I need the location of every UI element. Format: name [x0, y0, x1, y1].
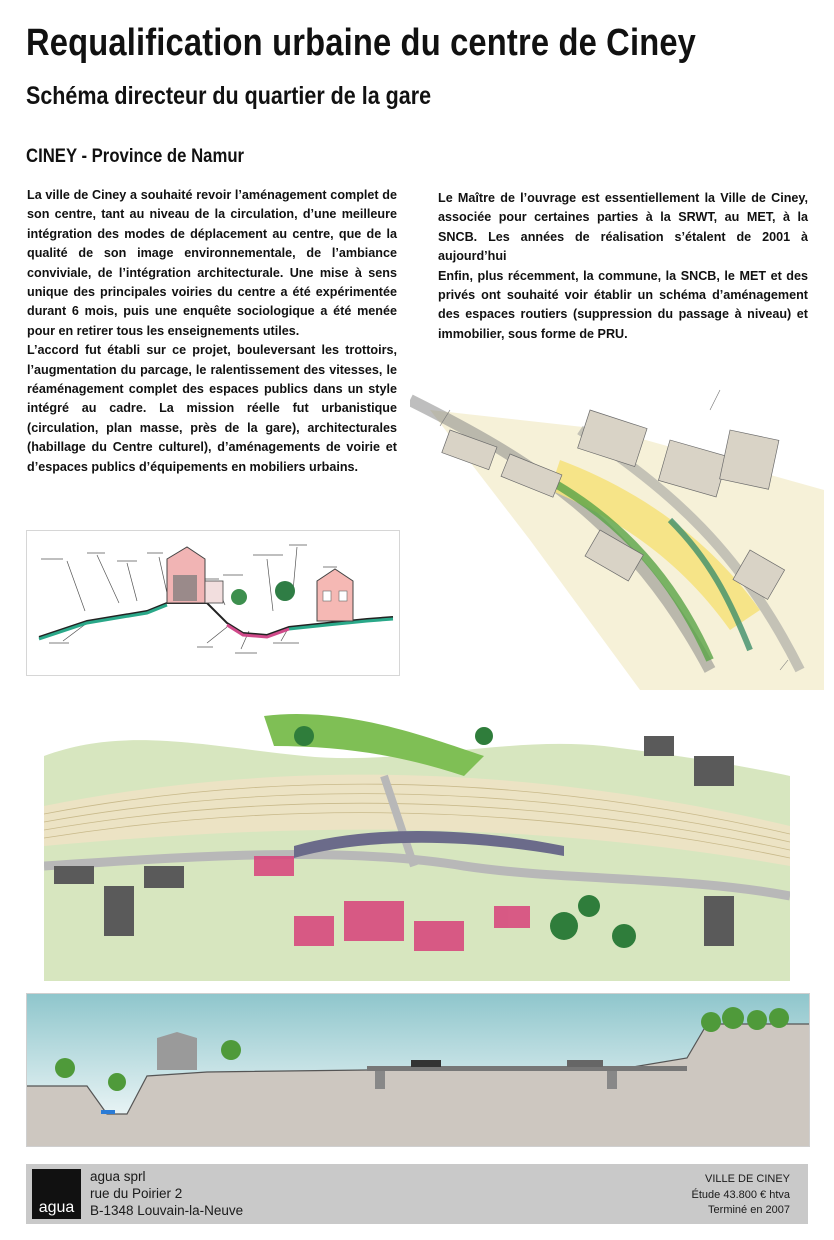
- page-subtitle: Schéma directeur du quartier de la gare: [26, 82, 432, 110]
- location-heading: CINEY - Province de Namur: [26, 146, 245, 167]
- client-name: VILLE DE CINEY: [705, 1173, 790, 1185]
- longitudinal-section: [26, 993, 810, 1147]
- longitudinal-section-drawing: [27, 994, 809, 1146]
- footer-bar: [26, 1164, 808, 1224]
- text-column-right: [438, 189, 808, 344]
- street-section-drawing: [27, 531, 399, 675]
- perspective-drawing: [410, 370, 824, 690]
- paragraph: La ville de Ciney a souhaité revoir l’aménagement complet de son centre, tant au niveau de la circulation, d’une meilleure intégration des modes de déplacement au centre, que de la qualité de son image environnementale, de l’ambiance conviviale, de l’intégration architecturale. Une mise à sens unique des principales voiries du centre a été expérimentée durant 6 mois, puis une enquête sociologique a été menée pour en retirer tous les enseignements utiles.: [27, 188, 397, 338]
- agua-logo: agua: [32, 1169, 81, 1219]
- perspective-sketch: [410, 370, 824, 690]
- project-status: Terminé en 2007: [708, 1204, 790, 1216]
- site-plan-drawing: [44, 696, 790, 981]
- study-cost: Étude 43.800 € htva: [691, 1188, 790, 1201]
- address-company: agua sprl: [90, 1169, 146, 1184]
- page-title: Requalification urbaine du centre de Ciney: [26, 22, 697, 64]
- address-city: B-1348 Louvain-la-Neuve: [90, 1203, 244, 1218]
- project-info: [692, 1172, 790, 1219]
- paragraph: Enfin, plus récemment, la commune, la SNCB, le MET et des privés ont souhaité voir établir un schéma d’aménagement des espaces routiers (suppression du passage à niveau) et immobilier, sous forme de PRU.: [438, 268, 808, 341]
- office-address: [90, 1168, 243, 1219]
- paragraph: Le Maître de l’ouvrage est essentiellement la Ville de Ciney, associée pour certaines parties à la SRWT, au MET, à la SNCB. Les années de réalisation s’étalent de 2001 à aujourd’hui: [438, 191, 808, 264]
- address-street: rue du Poirier 2: [90, 1186, 183, 1201]
- street-section-sketch: [26, 530, 400, 676]
- site-plan-map: [44, 696, 790, 981]
- text-column-left: [27, 186, 397, 477]
- paragraph: L’accord fut établi sur ce projet, bouleversant les trottoirs, l’augmentation du parcage, le ralentissement des vitesses, le réaménagement complet des espaces publics dans un style intégré au cadre. La mission réelle fut urbanistique (circulation, plan masse, près de la gare), architecturales (habillage du Centre culturel), d’aménagements de voirie et d’espaces publics d’équipements en mobiliers urbains.: [27, 343, 397, 474]
